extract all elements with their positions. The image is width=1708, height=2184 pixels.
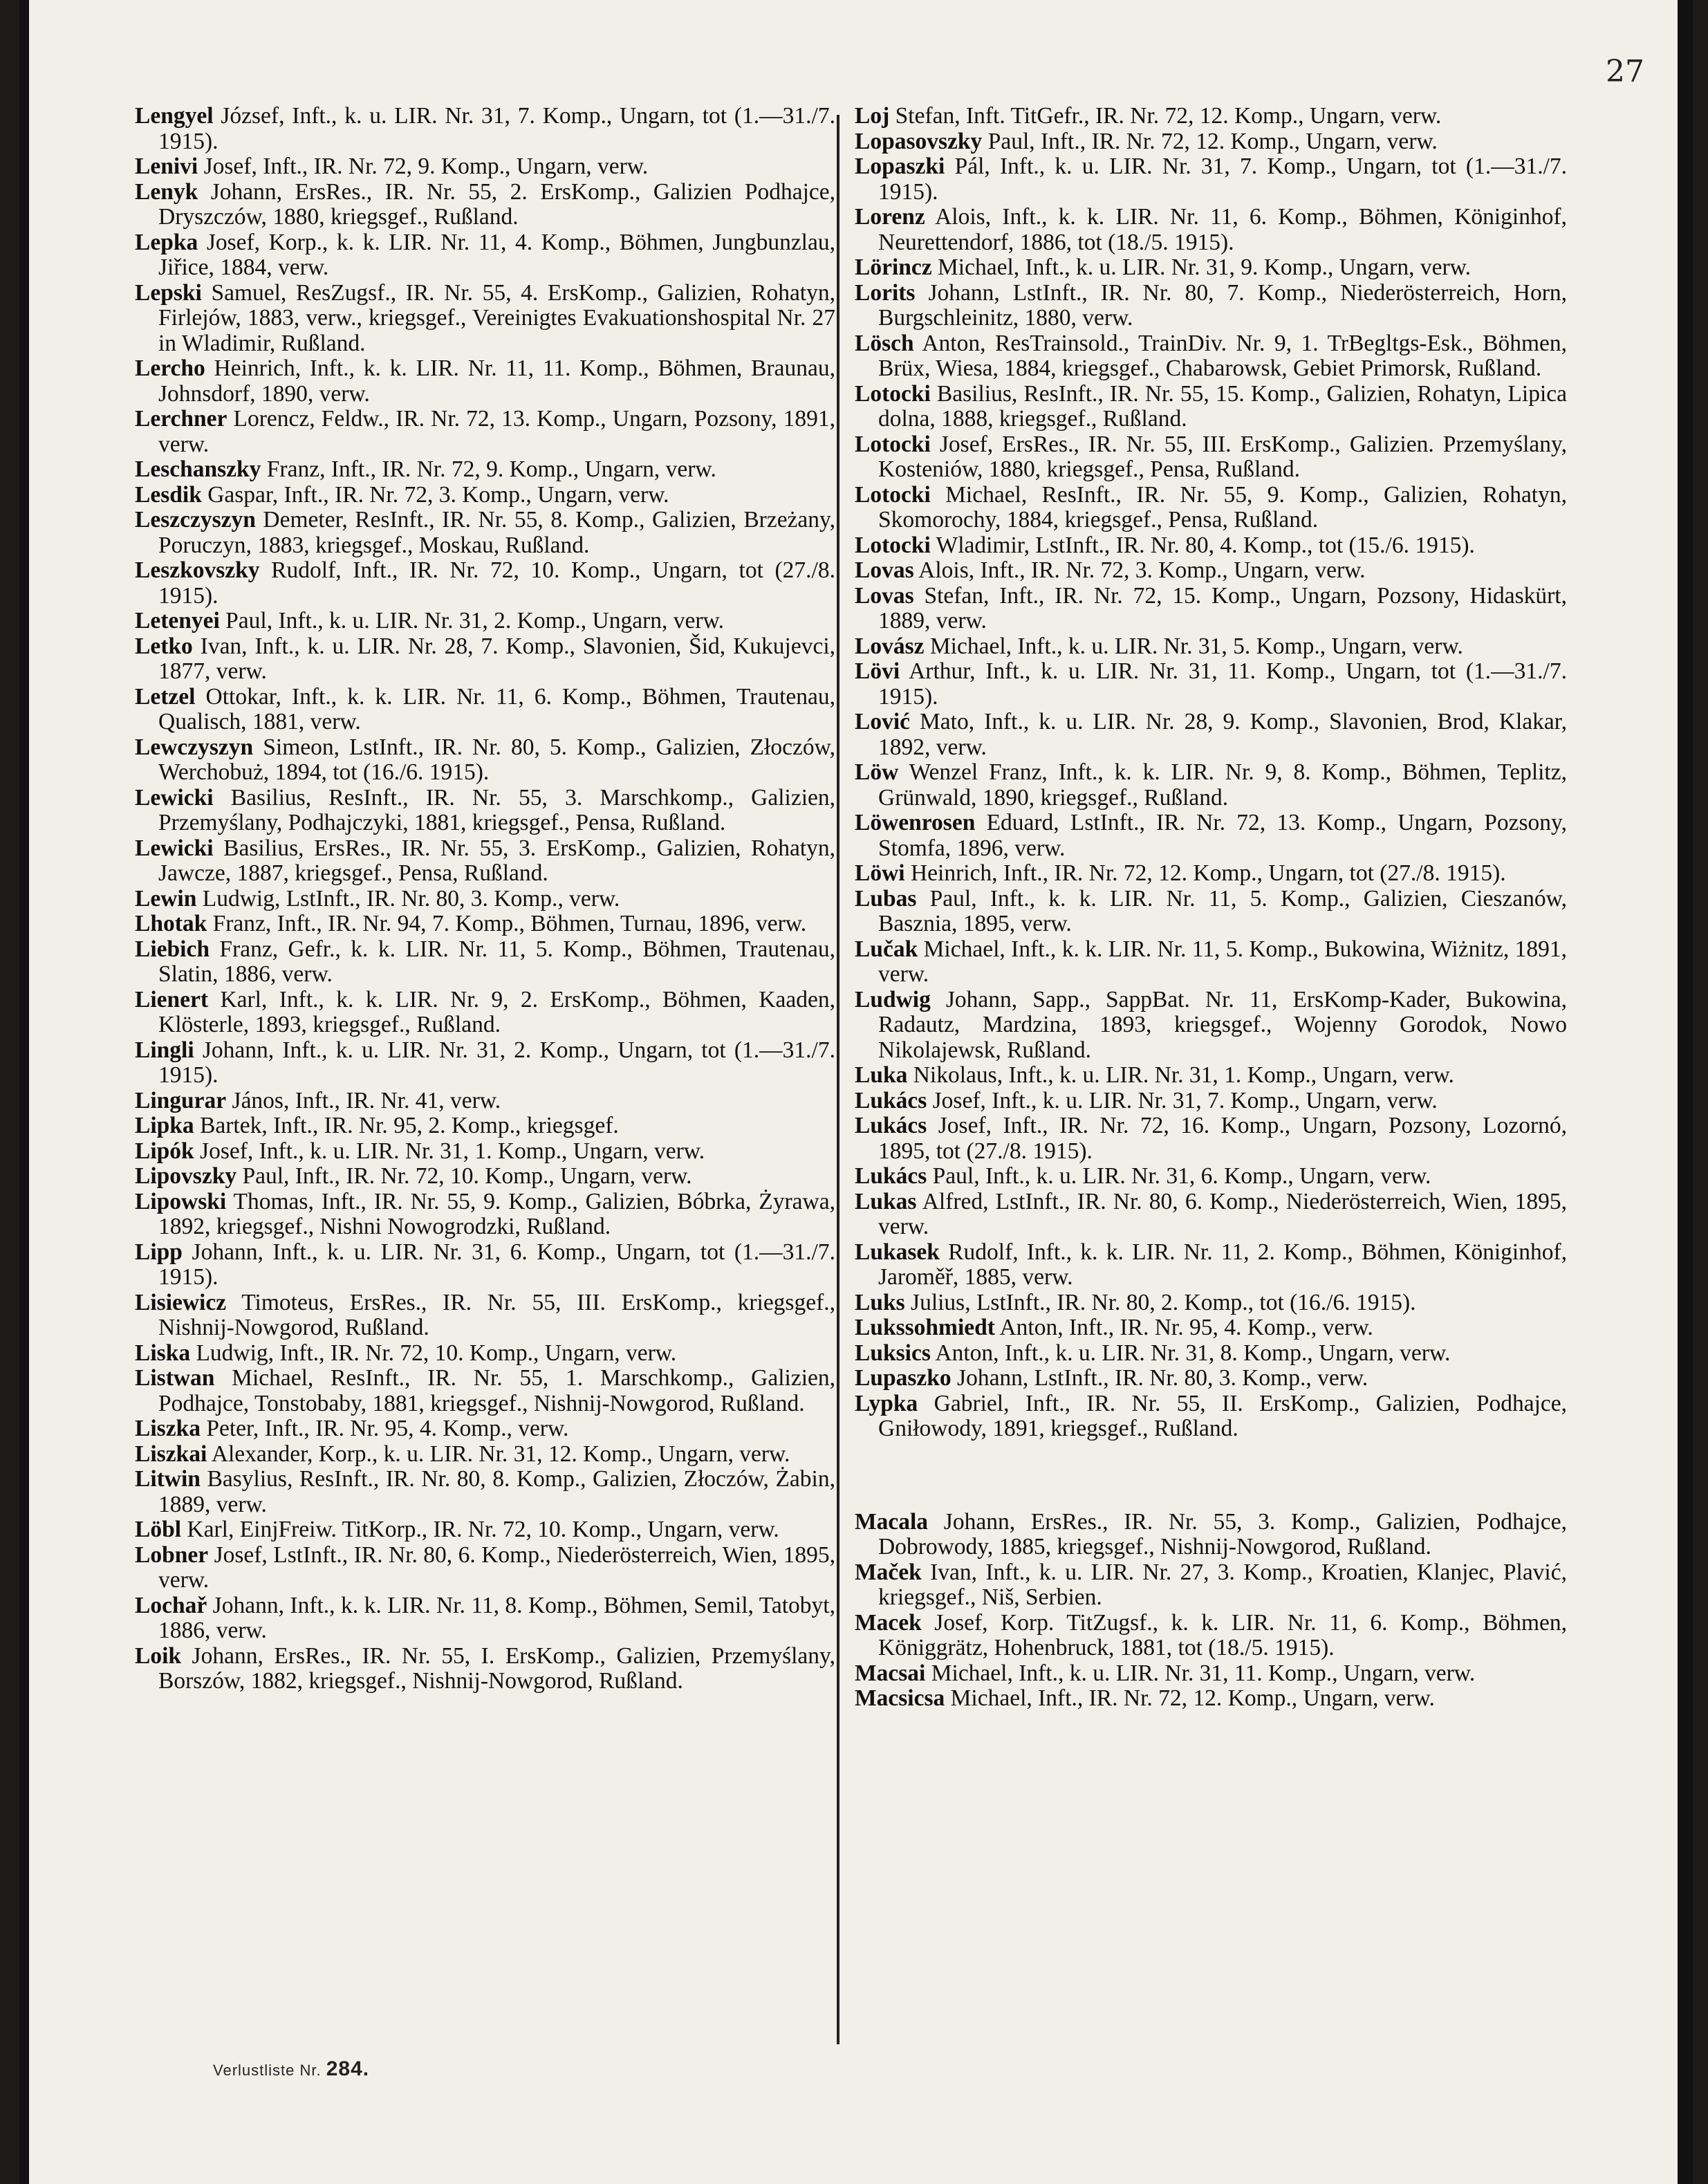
- entry-details: Franz, Gefr., k. k. LIR. Nr. 11, 5. Komp., Böhmen, Trautenau, Slatin, 1886, verw.: [158, 936, 835, 987]
- list-entry: [855, 483, 1567, 533]
- entry-surname: Löw: [855, 759, 899, 785]
- entry-surname: Lukssohmiedt: [855, 1315, 995, 1340]
- left-column: [135, 104, 835, 1694]
- list-entry: [135, 558, 835, 609]
- entry-details: Paul, Inft., k. u. LIR. Nr. 31, 6. Komp., Ungarn, verw.: [927, 1163, 1431, 1189]
- list-entry: [135, 508, 835, 558]
- list-entry: [855, 1391, 1567, 1442]
- entry-surname: Liebich: [135, 936, 210, 962]
- list-entry: [135, 281, 835, 357]
- entry-surname: Lučak: [855, 936, 918, 962]
- list-entry: [135, 356, 835, 407]
- entry-surname: Macsicsa: [855, 1685, 945, 1711]
- entry-details: Alfred, LstInft., IR. Nr. 80, 6. Komp., Niederösterreich, Wien, 1895, verw.: [878, 1188, 1567, 1239]
- entry-details: Arthur, Inft., k. u. LIR. Nr. 31, 11. Komp., Ungarn, tot (1.—31./7. 1915).: [878, 658, 1567, 710]
- section-gap: [855, 1442, 1567, 1510]
- entry-details: Stefan, Inft. TitGefr., IR. Nr. 72, 12. Komp., Ungarn, verw.: [889, 103, 1442, 129]
- entry-details: Nikolaus, Inft., k. u. LIR. Nr. 31, 1. Komp., Ungarn, verw.: [907, 1062, 1454, 1088]
- entry-details: Paul, Inft., k. k. LIR. Nr. 11, 5. Komp., Galizien, Cieszanów, Basznia, 1895, verw.: [878, 885, 1567, 936]
- entry-details: Karl, Inft., k. k. LIR. Nr. 9, 2. ErsKomp., Böhmen, Kaaden, Klösterle, 1893, kriegsgef., Rußland.: [158, 986, 835, 1037]
- scan-edge-left: [19, 0, 29, 2184]
- entry-details: Johann, LstInft., IR. Nr. 80, 7. Komp., Niederösterreich, Horn, Burgschleinitz, 1880, verw.: [878, 279, 1567, 331]
- entry-details: Johann, Inft., k. k. LIR. Nr. 11, 8. Komp., Böhmen, Semil, Tatobyt, 1886, verw.: [158, 1592, 835, 1643]
- entry-surname: Lipók: [135, 1138, 194, 1164]
- entry-surname: Lochař: [135, 1592, 207, 1618]
- list-entry: [135, 1442, 835, 1468]
- entry-details: Peter, Inft., IR. Nr. 95, 4. Komp., verw.: [200, 1416, 569, 1441]
- list-entry: [855, 1240, 1567, 1290]
- list-entry: [855, 937, 1567, 988]
- entry-details: Rudolf, Inft., IR. Nr. 72, 10. Komp., Ungarn, tot (27./8. 1915).: [158, 557, 835, 609]
- entry-details: József, Inft., k. u. LIR. Nr. 31, 7. Komp., Ungarn, tot (1.—31./7. 1915).: [158, 103, 835, 154]
- entry-details: Johann, Inft., k. u. LIR. Nr. 31, 6. Komp., Ungarn, tot (1.—31./7. 1915).: [158, 1239, 835, 1290]
- column-divider: [837, 115, 839, 2044]
- list-entry: [855, 634, 1567, 660]
- entry-surname: Lewin: [135, 885, 197, 911]
- list-entry: [135, 887, 835, 912]
- entry-surname: Lercho: [135, 355, 205, 381]
- entry-details: Michael, ResInft., IR. Nr. 55, 9. Komp., Galizien, Rohatyn, Skomorochy, 1884, kriegsgef., Pensa, Rußland.: [878, 481, 1567, 533]
- list-entry: [135, 786, 835, 836]
- list-entry: [855, 104, 1567, 129]
- entry-surname: Lisiewicz: [135, 1289, 227, 1315]
- entry-details: Johann, LstInft., IR. Nr. 80, 3. Komp., verw.: [951, 1365, 1368, 1391]
- entry-surname: Luks: [855, 1289, 905, 1315]
- entry-surname: Lorits: [855, 279, 916, 306]
- list-entry: [855, 331, 1567, 382]
- entry-surname: Letenyei: [135, 608, 220, 633]
- list-entry: [135, 1113, 835, 1139]
- entry-surname: Lobner: [135, 1542, 209, 1568]
- list-entry: [135, 1366, 835, 1416]
- entry-surname: Maček: [855, 1559, 922, 1585]
- entry-surname: Lotocki: [855, 532, 931, 558]
- list-entry: [135, 685, 835, 735]
- entry-surname: Liszkai: [135, 1441, 207, 1467]
- entry-surname: Lepka: [135, 229, 198, 255]
- list-entry: [855, 558, 1567, 584]
- entry-surname: Lorenz: [855, 204, 925, 230]
- list-entry: [135, 1517, 835, 1543]
- entry-details: Paul, Inft., k. u. LIR. Nr. 31, 2. Komp., Ungarn, verw.: [219, 608, 724, 633]
- entry-surname: Leszczyszyn: [135, 507, 256, 533]
- entry-details: Ivan, Inft., k. u. LIR. Nr. 28, 7. Komp., Slavonien, Šid, Kukujevci, 1877, verw.: [158, 633, 835, 684]
- list-entry: [855, 1341, 1567, 1367]
- list-entry: [135, 154, 835, 180]
- entry-surname: Lovász: [855, 633, 925, 659]
- entry-details: Ottokar, Inft., k. k. LIR. Nr. 11, 6. Komp., Böhmen, Trautenau, Qualisch, 1881, verw.: [158, 683, 835, 734]
- entry-details: Johann, Sapp., SappBat. Nr. 11, ErsKomp-Kader, Bukowina, Radautz, Mardzina, 1893, kriegsgef., Wojenny Gorodok, Nowo Nikolajewsk, Rußland.: [878, 986, 1567, 1063]
- entry-surname: Macek: [855, 1609, 922, 1636]
- list-entry: [855, 154, 1567, 205]
- list-entry: [135, 180, 835, 230]
- entry-details: Gabriel, Inft., IR. Nr. 55, II. ErsKomp., Galizien, Podhajce, Gniłowody, 1891, kriegsgef., Rußland.: [878, 1390, 1567, 1441]
- entry-details: Wladimir, LstInft., IR. Nr. 80, 4. Komp., tot (15./6. 1915).: [930, 532, 1475, 558]
- list-entry: [135, 1164, 835, 1190]
- entry-details: Karl, EinjFreiw. TitKorp., IR. Nr. 72, 10. Komp., Ungarn, verw.: [181, 1517, 779, 1542]
- entry-details: János, Inft., IR. Nr. 41, verw.: [226, 1087, 501, 1113]
- list-entry: [135, 1467, 835, 1517]
- entry-details: Rudolf, Inft., k. k. LIR. Nr. 11, 2. Komp., Böhmen, Königinhof, Jaroměř, 1885, verw.: [878, 1239, 1567, 1290]
- entry-details: Anton, Inft., IR. Nr. 95, 4. Komp., verw.: [994, 1315, 1373, 1340]
- list-entry: [855, 1686, 1567, 1712]
- list-entry: [135, 988, 835, 1038]
- entry-details: Josef, Inft., IR. Nr. 72, 9. Komp., Ungarn, verw.: [198, 154, 649, 179]
- list-entry: [135, 483, 835, 508]
- list-entry: [855, 1164, 1567, 1190]
- entry-surname: Letzel: [135, 683, 196, 710]
- list-entry: [855, 1661, 1567, 1687]
- entry-surname: Macala: [855, 1508, 929, 1535]
- entry-details: Anton, Inft., k. u. LIR. Nr. 31, 8. Komp., Ungarn, verw.: [930, 1340, 1451, 1366]
- entry-details: Josef, Inft., k. u. LIR. Nr. 31, 7. Komp., Ungarn, verw.: [927, 1087, 1438, 1113]
- entry-surname: Lepski: [135, 279, 202, 306]
- footer-issue-number: 284.: [326, 2057, 370, 2080]
- list-entry: [855, 205, 1567, 255]
- entry-surname: Leschanszky: [135, 456, 261, 482]
- entry-details: Michael, ResInft., IR. Nr. 55, 1. Marschkomp., Galizien, Podhajce, Tonstobaby, 1881, kriegsgef., Nishnij-Nowgorod, Rußland.: [158, 1365, 835, 1416]
- entry-surname: Loik: [135, 1642, 182, 1669]
- list-entry: [855, 281, 1567, 331]
- entry-details: Alois, Inft., k. k. LIR. Nr. 11, 6. Komp., Böhmen, Königinhof, Neurettendorf, 1886, tot (18./5. 1915).: [878, 204, 1567, 255]
- entry-details: Ludwig, LstInft., IR. Nr. 80, 3. Komp., verw.: [196, 885, 620, 911]
- list-entry: [135, 1290, 835, 1341]
- entry-details: Samuel, ResZugsf., IR. Nr. 55, 4. ErsKomp., Galizien, Rohatyn, Firlejów, 1883, verw., kriegsgef., Vereinigtes Evakuationshospital Nr. 27 in Wladimir, Rußland.: [158, 279, 835, 356]
- list-entry: [135, 1543, 835, 1593]
- list-entry: [135, 230, 835, 281]
- entry-surname: Lukasek: [855, 1239, 940, 1265]
- list-entry: [135, 937, 835, 988]
- list-entry: [855, 659, 1567, 710]
- entry-details: Johann, ErsRes., IR. Nr. 55, 3. Komp., Galizien, Podhajce, Dobrowody, 1885, kriegsgef., Nishnij-Nowgorod, Rußland.: [878, 1508, 1567, 1560]
- entry-details: Demeter, ResInft., IR. Nr. 55, 8. Komp., Galizien, Brzeżany, Poruczyn, 1883, kriegsgef., Moskau, Rußland.: [158, 507, 835, 558]
- list-entry: [855, 1063, 1567, 1089]
- entry-details: Alexander, Korp., k. u. LIR. Nr. 31, 12. Komp., Ungarn, verw.: [207, 1441, 790, 1467]
- entry-details: Josef, Korp., k. k. LIR. Nr. 11, 4. Komp., Böhmen, Jungbunzlau, Jiřice, 1884, verw.: [158, 229, 835, 280]
- entry-details: Anton, ResTrainsold., TrainDiv. Nr. 9, 1. TrBegltgs-Esk., Böhmen, Brüx, Wiesa, 1884, kriegsgef., Chabarowsk, Gebiet Primorsk, Rußland.: [878, 330, 1567, 381]
- list-entry: [855, 1315, 1567, 1341]
- entry-surname: Loj: [855, 103, 890, 129]
- list-entry: [135, 104, 835, 154]
- entry-surname: Lewczyszyn: [135, 734, 254, 760]
- list-entry: [855, 255, 1567, 281]
- page-footer: [213, 2057, 369, 2081]
- list-entry: [855, 584, 1567, 634]
- entry-surname: Lingurar: [135, 1087, 227, 1113]
- entry-surname: Luksics: [855, 1340, 931, 1366]
- entry-surname: Lewicki: [135, 784, 214, 811]
- list-entry: [855, 1089, 1567, 1114]
- entry-details: Eduard, LstInft., IR. Nr. 72, 13. Komp., Ungarn, Pozsony, Stomfa, 1896, verw.: [878, 810, 1567, 861]
- entry-surname: Lubas: [855, 885, 917, 911]
- entry-surname: Lipovszky: [135, 1163, 237, 1189]
- list-entry: [135, 609, 835, 634]
- list-entry: [135, 1240, 835, 1290]
- footer-label: Verlustliste Nr.: [213, 2062, 322, 2079]
- entry-details: Lorencz, Feldw., IR. Nr. 72, 13. Komp., Ungarn, Pozsony, 1891, verw.: [158, 406, 835, 457]
- list-entry: [855, 432, 1567, 483]
- entry-surname: Löbl: [135, 1517, 182, 1542]
- entry-surname: Lewicki: [135, 835, 214, 861]
- list-entry: [855, 887, 1567, 937]
- entry-surname: Lerchner: [135, 406, 228, 432]
- entry-details: Josef, Inft., k. u. LIR. Nr. 31, 1. Komp., Ungarn, verw.: [194, 1138, 705, 1164]
- document-page: [19, 0, 1693, 2184]
- list-entry: [855, 1190, 1567, 1240]
- entry-details: Basylius, ResInft., IR. Nr. 80, 8. Komp., Galizien, Złoczów, Żabin, 1889, verw.: [158, 1466, 835, 1517]
- entry-surname: Lukács: [855, 1163, 927, 1189]
- entry-details: Michael, Inft., k. u. LIR. Nr. 31, 11. Komp., Ungarn, verw.: [925, 1660, 1476, 1686]
- list-entry: [135, 457, 835, 483]
- entry-surname: Lovas: [855, 557, 914, 583]
- entry-details: Franz, Inft., IR. Nr. 72, 9. Komp., Ungarn, verw.: [261, 456, 716, 482]
- list-entry: [855, 1560, 1567, 1611]
- list-entry: [855, 129, 1567, 155]
- entry-details: Julius, LstInft., IR. Nr. 80, 2. Komp., tot (16./6. 1915).: [904, 1289, 1416, 1315]
- list-entry: [855, 811, 1567, 861]
- entry-details: Johann, Inft., k. u. LIR. Nr. 31, 2. Komp., Ungarn, tot (1.—31./7. 1915).: [158, 1037, 835, 1088]
- list-entry: [855, 382, 1567, 432]
- entry-details: Ivan, Inft., k. u. LIR. Nr. 27, 3. Komp., Kroatien, Klanjec, Plavić, kriegsgef., Niš, Serbien.: [878, 1559, 1567, 1610]
- entry-details: Heinrich, Inft., k. k. LIR. Nr. 11, 11. Komp., Böhmen, Braunau, Johnsdorf, 1890, verw.: [158, 355, 835, 407]
- entry-surname: Liszka: [135, 1416, 201, 1441]
- list-entry: [135, 1139, 835, 1165]
- entry-details: Basilius, ErsRes., IR. Nr. 55, 3. ErsKomp., Galizien, Rohatyn, Jawcze, 1887, kriegsgef., Pensa, Rußland.: [158, 835, 835, 886]
- entry-surname: Leszkovszky: [135, 557, 260, 583]
- entry-surname: Lotocki: [855, 431, 931, 457]
- list-entry: [855, 1366, 1567, 1391]
- list-entry: [855, 861, 1567, 887]
- list-entry: [135, 836, 835, 887]
- entry-surname: Löwenrosen: [855, 810, 976, 835]
- entry-details: Alois, Inft., IR. Nr. 72, 3. Komp., Ungarn, verw.: [913, 557, 1366, 583]
- entry-details: Ludwig, Inft., IR. Nr. 72, 10. Komp., Ungarn, verw.: [190, 1340, 677, 1366]
- list-entry: [135, 735, 835, 786]
- entry-details: Michael, Inft., IR. Nr. 72, 12. Komp., Ungarn, verw.: [945, 1685, 1435, 1711]
- entry-surname: Lotocki: [855, 380, 931, 407]
- page-number: 27: [1606, 54, 1644, 89]
- entry-surname: Lingli: [135, 1037, 194, 1063]
- entry-surname: Lösch: [855, 330, 914, 356]
- entry-details: Josef, Korp. TitZugsf., k. k. LIR. Nr. 11, 6. Komp., Böhmen, Königgrätz, Hohenbruck, 1881, tot (18./5. 1915).: [878, 1609, 1567, 1660]
- list-entry: [135, 1341, 835, 1367]
- entry-surname: Lenyk: [135, 178, 198, 205]
- list-entry: [135, 1089, 835, 1114]
- entry-surname: Letko: [135, 633, 193, 659]
- list-entry: [855, 533, 1567, 559]
- scan-edge-right: [1678, 0, 1693, 2184]
- entry-surname: Lopaszki: [855, 154, 945, 179]
- list-entry: [855, 1113, 1567, 1164]
- entry-details: Josef, Inft., IR. Nr. 72, 16. Komp., Ungarn, Pozsony, Lozornó, 1895, tot (27./8. 1915).: [878, 1113, 1567, 1164]
- list-entry: [135, 1593, 835, 1644]
- entry-details: Timoteus, ErsRes., IR. Nr. 55, III. ErsKomp., kriegsgef., Nishnij-Nowgorod, Rußland.: [158, 1289, 835, 1340]
- entry-surname: Lesdik: [135, 481, 202, 508]
- entry-details: Heinrich, Inft., IR. Nr. 72, 12. Komp., Ungarn, tot (27./8. 1915).: [904, 860, 1506, 886]
- entry-surname: Ludwig: [855, 986, 931, 1012]
- entry-surname: Litwin: [135, 1466, 201, 1492]
- entry-details: Simeon, LstInft., IR. Nr. 80, 5. Komp., Galizien, Złoczów, Werchobuż, 1894, tot (16./6. 1915).: [158, 734, 835, 785]
- entry-surname: Lipowski: [135, 1188, 227, 1214]
- entry-surname: Lovas: [855, 582, 914, 609]
- entry-details: Johann, ErsRes., IR. Nr. 55, 2. ErsKomp., Galizien Podhajce, Dryszczów, 1880, kriegsgef., Rußland.: [158, 178, 835, 230]
- entry-details: Basilius, ResInft., IR. Nr. 55, 15. Komp., Galizien, Rohatyn, Lipica dolna, 1888, kriegsgef., Rußland.: [878, 380, 1567, 432]
- list-entry: [855, 710, 1567, 760]
- entry-surname: Lövi: [855, 658, 900, 684]
- right-column: [855, 104, 1567, 1712]
- list-entry: [135, 1038, 835, 1089]
- entry-surname: Lukács: [855, 1113, 927, 1138]
- entry-details: Josef, LstInft., IR. Nr. 80, 6. Komp., Niederösterreich, Wien, 1895, verw.: [158, 1542, 835, 1593]
- entry-surname: Lopasovszky: [855, 128, 983, 154]
- entry-details: Bartek, Inft., IR. Nr. 95, 2. Komp., kriegsgef.: [194, 1113, 619, 1138]
- entry-surname: Lörincz: [855, 255, 932, 280]
- entry-surname: Löwi: [855, 860, 905, 886]
- entry-surname: Luka: [855, 1062, 908, 1088]
- entry-details: Franz, Inft., IR. Nr. 94, 7. Komp., Böhmen, Turnau, 1896, verw.: [207, 911, 807, 936]
- entry-details: Johann, ErsRes., IR. Nr. 55, I. ErsKomp., Galizien, Przemyślany, Borszów, 1882, kriegsgef., Nishnij-Nowgorod, Rußland.: [158, 1642, 835, 1694]
- list-entry: [855, 988, 1567, 1064]
- entry-details: Pál, Inft., k. u. LIR. Nr. 31, 7. Komp., Ungarn, tot (1.—31./7. 1915).: [878, 154, 1567, 205]
- entry-surname: Liska: [135, 1340, 191, 1366]
- list-entry: [855, 1611, 1567, 1661]
- entry-details: Basilius, ResInft., IR. Nr. 55, 3. Marschkomp., Galizien, Przemyślany, Podhajczyki, 1881, kriegsgef., Pensa, Rußland.: [158, 784, 835, 835]
- entry-surname: Lienert: [135, 986, 209, 1012]
- entry-surname: Macsai: [855, 1660, 926, 1686]
- list-entry: [855, 760, 1567, 811]
- entry-surname: Lović: [855, 709, 911, 734]
- list-entry: [855, 1510, 1567, 1560]
- entry-surname: Lukács: [855, 1087, 927, 1113]
- entry-details: Wenzel Franz, Inft., k. k. LIR. Nr. 9, 8. Komp., Böhmen, Teplitz, Grünwald, 1890, kriegsgef., Rußland.: [878, 759, 1567, 811]
- entry-surname: Lenivi: [135, 154, 198, 179]
- entry-details: Michael, Inft., k. k. LIR. Nr. 11, 5. Komp., Bukowina, Wiżnitz, 1891, verw.: [878, 936, 1567, 987]
- entry-surname: Lhotak: [135, 911, 207, 936]
- entry-surname: Lypka: [855, 1390, 918, 1416]
- entry-surname: Lotocki: [855, 481, 931, 508]
- entry-details: Mato, Inft., k. u. LIR. Nr. 28, 9. Komp., Slavonien, Brod, Klakar, 1892, verw.: [878, 709, 1567, 760]
- list-entry: [135, 1416, 835, 1442]
- list-entry: [135, 1190, 835, 1240]
- entry-surname: Lipka: [135, 1113, 194, 1138]
- entry-surname: Lengyel: [135, 103, 214, 129]
- list-entry: [135, 407, 835, 457]
- entry-surname: Lukas: [855, 1188, 917, 1214]
- entry-details: Paul, Inft., IR. Nr. 72, 12. Komp., Ungarn, verw.: [982, 128, 1438, 154]
- entry-details: Thomas, Inft., IR. Nr. 55, 9. Komp., Galizien, Bóbrka, Żyrawa, 1892, kriegsgef., Nishni Nowogrodzki, Rußland.: [158, 1188, 835, 1239]
- entry-details: Michael, Inft., k. u. LIR. Nr. 31, 9. Komp., Ungarn, verw.: [931, 255, 1471, 280]
- list-entry: [855, 1290, 1567, 1316]
- entry-surname: Lipp: [135, 1239, 183, 1265]
- entry-surname: Listwan: [135, 1365, 215, 1391]
- list-entry: [135, 634, 835, 685]
- entry-details: Paul, Inft., IR. Nr. 72, 10. Komp., Ungarn, verw.: [236, 1163, 692, 1189]
- list-entry: [135, 911, 835, 937]
- entry-details: Michael, Inft., k. u. LIR. Nr. 31, 5. Komp., Ungarn, verw.: [924, 633, 1463, 659]
- entry-surname: Lupaszko: [855, 1365, 952, 1391]
- list-entry: [135, 1644, 835, 1694]
- entry-details: Josef, ErsRes., IR. Nr. 55, III. ErsKomp., Galizien. Przemyślany, Kosteniów, 1880, kriegsgef., Pensa, Rußland.: [878, 431, 1567, 482]
- entry-details: Stefan, Inft., IR. Nr. 72, 15. Komp., Ungarn, Pozsony, Hidaskürt, 1889, verw.: [878, 582, 1567, 633]
- entry-details: Gaspar, Inft., IR. Nr. 72, 3. Komp., Ungarn, verw.: [201, 481, 669, 508]
